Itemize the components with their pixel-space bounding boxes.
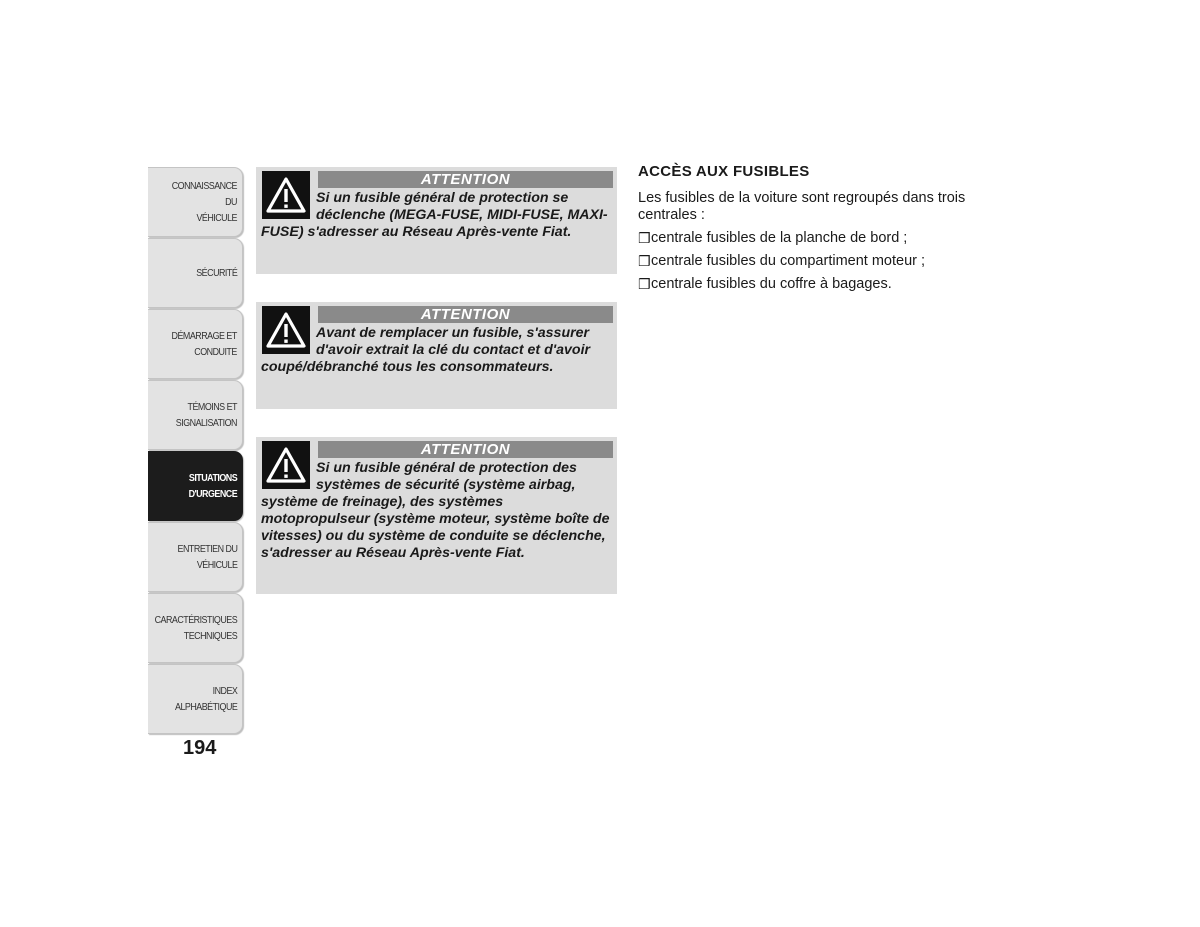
warning-triangle-icon	[262, 441, 310, 489]
tab-caracteristiques-techniques[interactable]	[148, 593, 243, 663]
warning-box	[256, 167, 617, 274]
tab-securite[interactable]	[148, 238, 243, 308]
tab-entretien-du-vehicule[interactable]	[148, 522, 243, 592]
tab-label: DÉMARRAGE ET CONDUITE	[171, 330, 237, 358]
list-item	[638, 253, 998, 270]
tab-index-alphabetique[interactable]	[148, 664, 243, 734]
tab-demarrage-et-conduite[interactable]	[148, 309, 243, 379]
checkbox-bullet-icon: ❒	[638, 276, 651, 292]
section-title: ACCÈS AUX FUSIBLES	[638, 163, 810, 180]
warning-box	[256, 302, 617, 409]
list-item-text: centrale fusibles du coffre à bagages.	[651, 276, 892, 292]
warning-text: Si un fusible général de protection des systèmes de sécurité (système airbag, système de freinage), des systèmes motopropulseur (système moteur, système boîte de vitesses) ou du système de conduite se déclenche, s'adresser au Réseau Après-vente Fiat.	[261, 460, 610, 561]
tab-label: CONNAISSANCE DU VÉHICULE	[171, 180, 237, 224]
warning-title: ATTENTION	[318, 441, 613, 458]
fuse-access-section	[638, 163, 998, 299]
checkbox-bullet-icon: ❒	[638, 253, 651, 269]
tab-situations-d-urgence[interactable]	[148, 451, 243, 521]
tab-connaissance-du-vehicule[interactable]	[148, 167, 243, 237]
section-intro: Les fusibles de la voiture sont regroupés dans trois centrales :	[638, 190, 966, 223]
list-item	[638, 276, 998, 293]
warning-triangle-icon	[262, 171, 310, 219]
tab-label: CARACTÉRISTIQUES TECHNIQUES	[154, 614, 237, 642]
list-item-text: centrale fusibles de la planche de bord ;	[651, 230, 908, 246]
tab-label: SITUATIONS D'URGENCE	[188, 472, 237, 500]
warning-triangle-icon	[262, 306, 310, 354]
warning-title: ATTENTION	[318, 306, 613, 323]
list-item	[638, 230, 998, 247]
tab-label: TÉMOINS ET SIGNALISATION	[175, 401, 237, 429]
checkbox-bullet-icon: ❒	[638, 230, 651, 246]
tab-label: SÉCURITÉ	[195, 267, 237, 279]
warning-text: Si un fusible général de protection se déclenche (MEGA-FUSE, MIDI-FUSE, MAXI-FUSE) s'adresser au Réseau Après-vente Fiat.	[261, 190, 608, 240]
page-number: 194	[183, 737, 217, 759]
list-item-text: centrale fusibles du compartiment moteur ;	[651, 253, 926, 269]
tab-label: ENTRETIEN DU VÉHICULE	[177, 543, 237, 571]
chapter-tabs	[148, 167, 243, 735]
warning-box	[256, 437, 617, 594]
warning-title: ATTENTION	[318, 171, 613, 188]
tab-label: INDEX ALPHABÉTIQUE	[174, 685, 237, 713]
warning-text: Avant de remplacer un fusible, s'assurer d'avoir extrait la clé du contact et d'avoir coupé/débranché tous les consommateurs.	[261, 325, 591, 375]
tab-temoins-et-signalisation[interactable]	[148, 380, 243, 450]
